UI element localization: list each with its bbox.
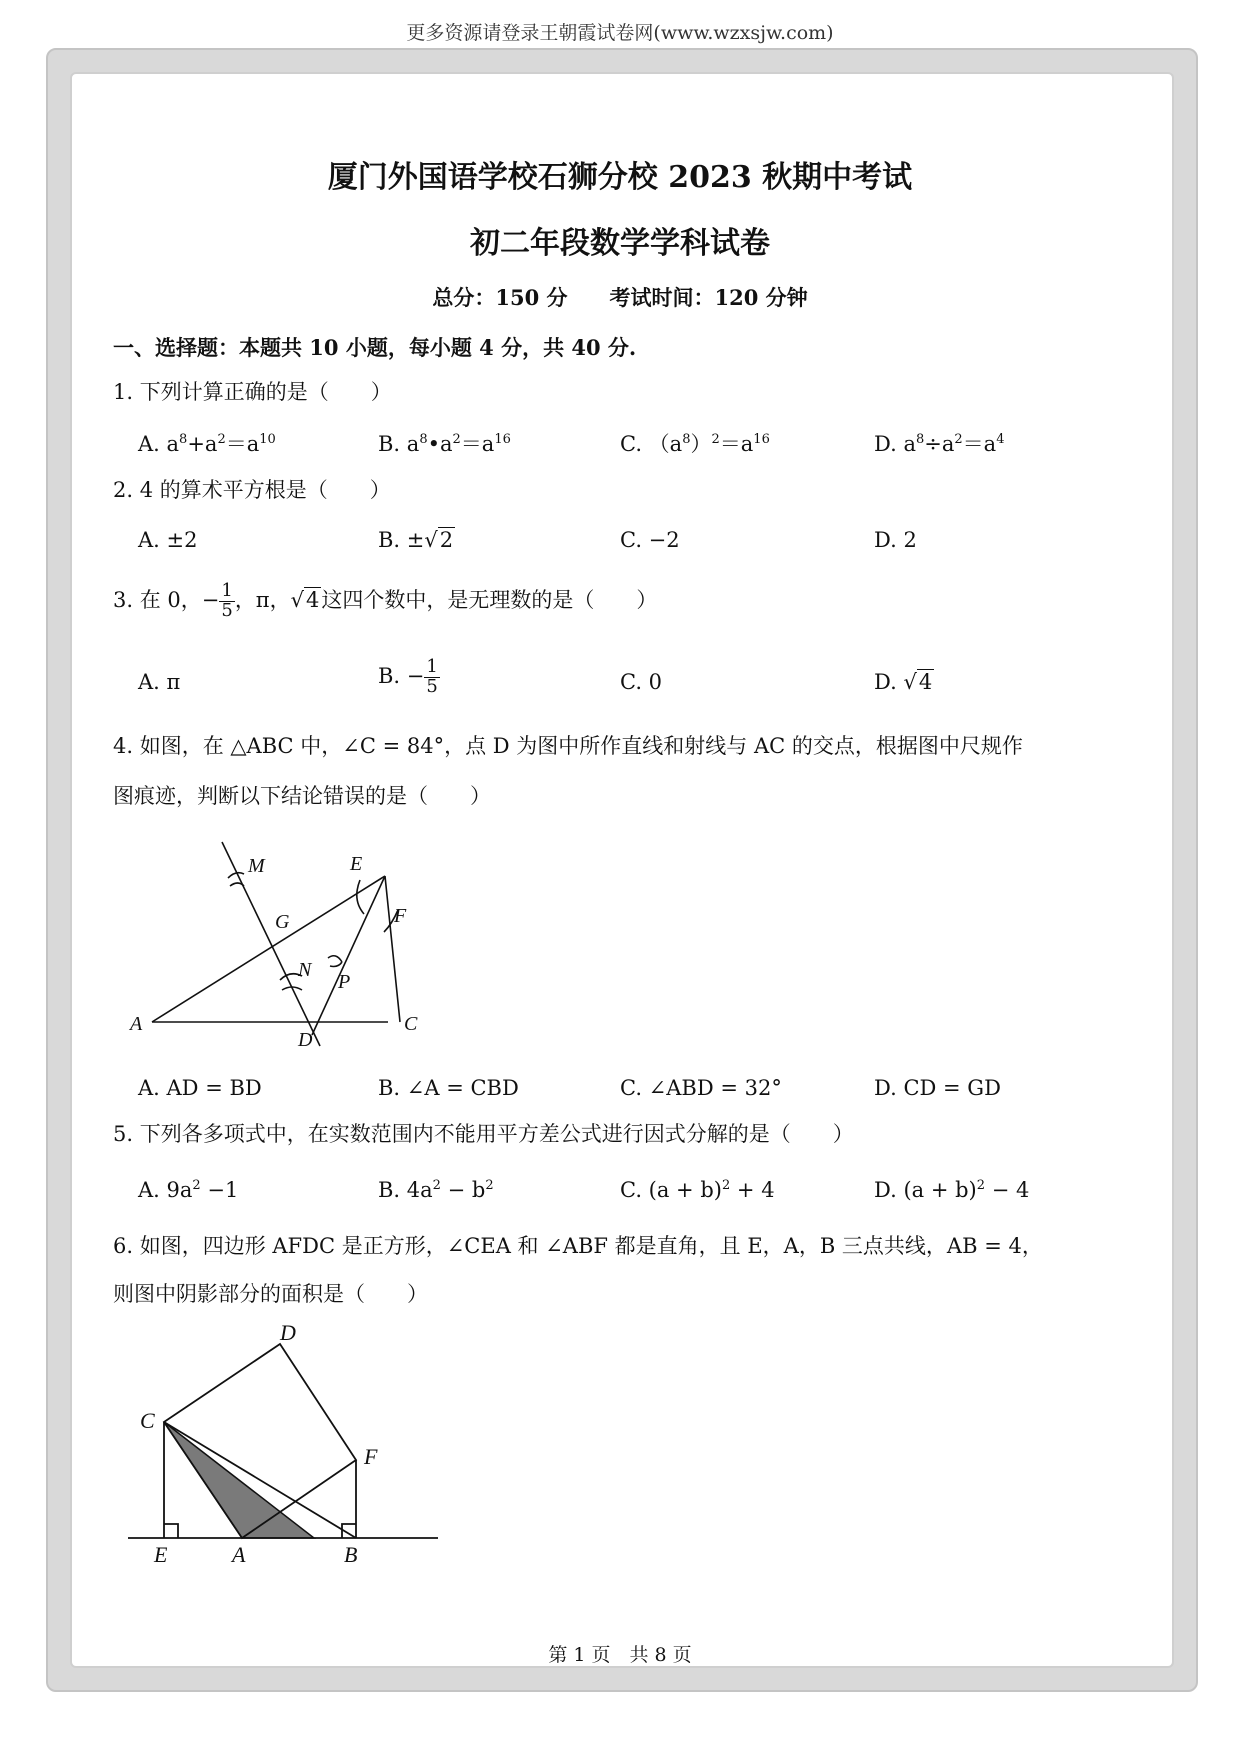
side-bc xyxy=(385,876,400,1022)
q4-option-c: C. ∠ABD = 32° xyxy=(620,1076,782,1100)
label-f: F xyxy=(364,1444,378,1469)
question-1-stem: 1. 下列计算正确的是（ ） xyxy=(113,380,392,404)
q2-option-a: A. ±2 xyxy=(138,528,198,552)
q4-option-a: A. AD = BD xyxy=(138,1076,262,1100)
label-e: E xyxy=(350,853,363,875)
q1-option-b: B. $a^8•a^2=a^{16}$ xyxy=(378,432,511,456)
q4-option-d: D. CD = GD xyxy=(874,1076,1001,1100)
page-footer: 第 1 页 共 8 页 xyxy=(548,1644,692,1666)
q3-option-c: C. 0 xyxy=(620,670,663,694)
q2-option-c: C. −2 xyxy=(620,528,680,552)
exam-title: 厦门外国语学校石狮分校 2023 秋期中考试 xyxy=(327,160,913,195)
q2-option-d: D. 2 xyxy=(874,528,917,552)
arc-mark-m xyxy=(228,873,244,886)
q5-option-a: A. $9a^2 -1$ xyxy=(138,1178,239,1202)
label-e: E xyxy=(154,1542,168,1567)
label-c: C xyxy=(140,1408,155,1433)
exam-info: 总分：150 分 考试时间：120 分钟 xyxy=(432,285,808,310)
q5-option-c: C. $(a + b)^2 + 4$ xyxy=(620,1178,775,1202)
label-a: A xyxy=(130,1013,143,1035)
question-3-stem: 3. 在 0，− $\frac{1}{5}$ ，π，√4这四个数中，是无理数的是（ ） xyxy=(113,580,658,621)
label-b: B xyxy=(344,1542,358,1567)
q5-option-d: D. $(a + b)^2 - 4$ xyxy=(874,1178,1030,1202)
question-5-stem: 5. 下列各多项式中，在实数范围内不能用平方差公式进行因式分解的是（ ） xyxy=(113,1122,854,1146)
section-heading: 一、选择题：本题共 10 小题，每小题 4 分，共 40 分. xyxy=(113,335,637,360)
angle-bisector-ray xyxy=(312,876,385,1035)
label-a: A xyxy=(232,1542,246,1567)
q1-option-c: C. $(a^8)^2=a^{16}$ xyxy=(620,432,770,456)
exam-subtitle: 初二年段数学学科试卷 xyxy=(470,226,770,261)
right-angle-e xyxy=(164,1524,178,1538)
label-m: M xyxy=(248,855,265,877)
label-f: F xyxy=(394,905,407,927)
q6-square-figure xyxy=(120,1320,450,1567)
fraction: $\frac{1}{5}$ xyxy=(426,656,438,697)
side-ab xyxy=(152,876,385,1022)
q4-triangle-figure xyxy=(120,830,440,1050)
question-4-line2: 图痕迹，判断以下结论错误的是（ ） xyxy=(113,784,491,808)
label-n: N xyxy=(298,959,312,981)
q1-option-d: D. $a^8\div a^2=a^4$ xyxy=(874,432,1005,456)
fraction: $\frac{1}{5}$ xyxy=(221,580,233,621)
q3-option-d: D. √4 xyxy=(874,670,933,694)
shaded-triangle xyxy=(164,1422,314,1538)
label-g: G xyxy=(275,911,290,933)
question-6-line1: 6. 如图，四边形 AFDC 是正方形，∠CEA 和 ∠ABF 都是直角，且 E，A，B 三点共线，AB = 4， xyxy=(113,1234,1043,1258)
q2-option-b: B. ±√2 xyxy=(378,528,454,552)
q1-option-a: A. $a^8+a^2=a^{10}$ xyxy=(138,432,276,456)
q4-option-b: B. ∠A = CBD xyxy=(378,1076,519,1100)
label-d: D xyxy=(298,1029,313,1051)
question-4-line1: 4. 如图，在 △ABC 中，∠C = 84°，点 D 为图中所作直线和射线与 AC 的交点，根据图中尺规作 xyxy=(113,734,1023,758)
question-6-line2: 则图中阴影部分的面积是（ ） xyxy=(113,1282,428,1306)
label-p: P xyxy=(338,971,351,993)
label-c: C xyxy=(404,1013,418,1035)
label-d: D xyxy=(280,1320,296,1345)
arc-mark-p xyxy=(328,956,342,967)
q3-option-a: A. π xyxy=(138,670,181,694)
header-note: 更多资源请登录王朝霞试卷网(www.wzxsjw.com) xyxy=(406,22,834,44)
question-2-stem: 2. 4 的算术平方根是（ ） xyxy=(113,478,391,502)
q3-option-b: B. − $\frac{1}{5}$ xyxy=(378,656,438,697)
q5-option-b: B. $4a^2 - b^2$ xyxy=(378,1178,494,1202)
